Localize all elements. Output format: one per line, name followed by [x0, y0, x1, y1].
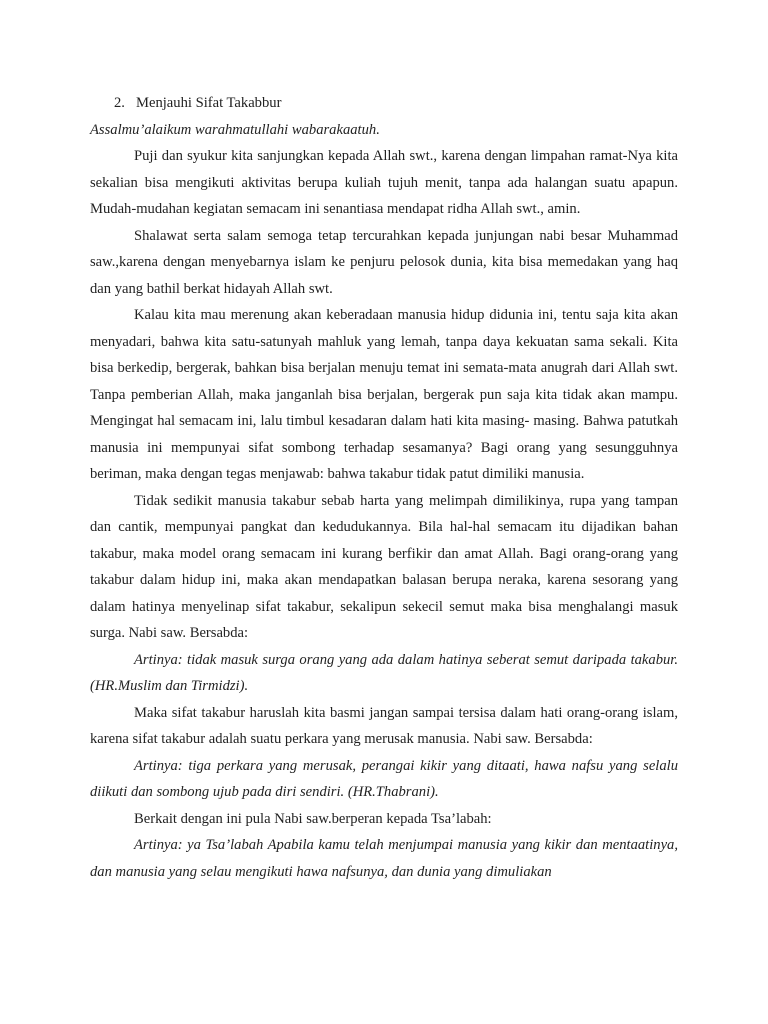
hadith-translation-1: Artinya: tidak masuk surga orang yang ada dalam hatinya seberat semut daripada takabur. (HR.Muslim dan Tirmidzi).	[90, 651, 678, 694]
document-body	[90, 90, 678, 885]
hadith-translation-2: Artinya: tiga perkara yang merusak, perangai kikir yang ditaati, hawa nafsu yang selalu diikuti dan sombong ujub pada diri sendiri. (HR.Thabrani).	[90, 757, 678, 800]
section-title: Menjauhi Sifat Takabbur	[136, 95, 282, 111]
section-number: 2.	[114, 95, 125, 111]
paragraph-tsalabah: Berkait dengan ini pula Nabi saw.berperan kepada Tsa’labah:	[134, 810, 492, 827]
section-heading	[90, 90, 678, 117]
paragraph-reflection: Kalau kita mau merenung akan keberadaan manusia hidup didunia ini, tentu saja kita akan menyadari, bahwa kita satu-satunyah mahluk yang lemah, tanpa daya kekuatan sama sekali. Kita bisa berkedip, bergerak, bahkan bisa berjalan menuju temat ini semata-mata anugrah dari Allah swt. Tanpa pemberian Allah, maka janganlah bisa berjalan, bergerak pun saja kita tidak akan mampu. Mengingat hal semacam ini, lalu timbul kesadaran dalam hati kita masing- masing. Bahwa patutkah manusia ini mempunyai sifat sombong terhadap sesamanya? Bagi orang yang sesungguhnya beriman, maka dengan tegas menjawab: bahwa takabur tidak patut dimiliki manusia.	[90, 307, 678, 482]
hadith-translation-3: Artinya: ya Tsa’labah Apabila kamu telah menjumpai manusia yang kikir dan mentaatinya, dan manusia yang selau mengikuti hawa nafsunya, dan dunia yang dimuliakan	[90, 837, 678, 880]
paragraph-shalawat: Shalawat serta salam semoga tetap tercurahkan kepada junjungan nabi besar Muhammad saw.,karena dengan menyebarnya islam ke penjuru pelosok dunia, kita bisa memedakan yang haq dan yang bathil berkat hidayah Allah swt.	[90, 227, 678, 297]
paragraph-praise: Puji dan syukur kita sanjungkan kepada Allah swt., karena dengan limpahan ramat-Nya kita sekalian bisa mengikuti aktivitas berupa kuliah tujuh menit, tanpa ada halangan suatu apapun. Mudah-mudahan kegiatan semacam ini senantiasa mendapat ridha Allah swt., amin.	[90, 148, 678, 217]
paragraph-eradicate: Maka sifat takabur haruslah kita basmi jangan sampai tersisa dalam hati orang-orang islam, karena sifat takabur adalah suatu perkara yang merusak manusia. Nabi saw. Bersabda:	[90, 704, 678, 747]
paragraph-takabur-causes: Tidak sedikit manusia takabur sebab harta yang melimpah dimilikinya, rupa yang tampan dan cantik, mempunyai pangkat dan kedudukannya. Bila hal-hal semacam itu dijadikan bahan takabur, maka model orang semacam ini kurang berfikir dan amat Allah. Bagi orang-orang yang takabur dalam hidup ini, maka akan mendapatkan balasan berupa neraka, karena sesorang yang dalam hatinya menyelinap sifat takabur, sekalipun sekecil semut maka bisa menghalangi masuk surga. Nabi saw. Bersabda:	[90, 492, 678, 641]
greeting-line: Assalmu’alaikum warahmatullahi wabarakaatuh.	[90, 121, 380, 138]
